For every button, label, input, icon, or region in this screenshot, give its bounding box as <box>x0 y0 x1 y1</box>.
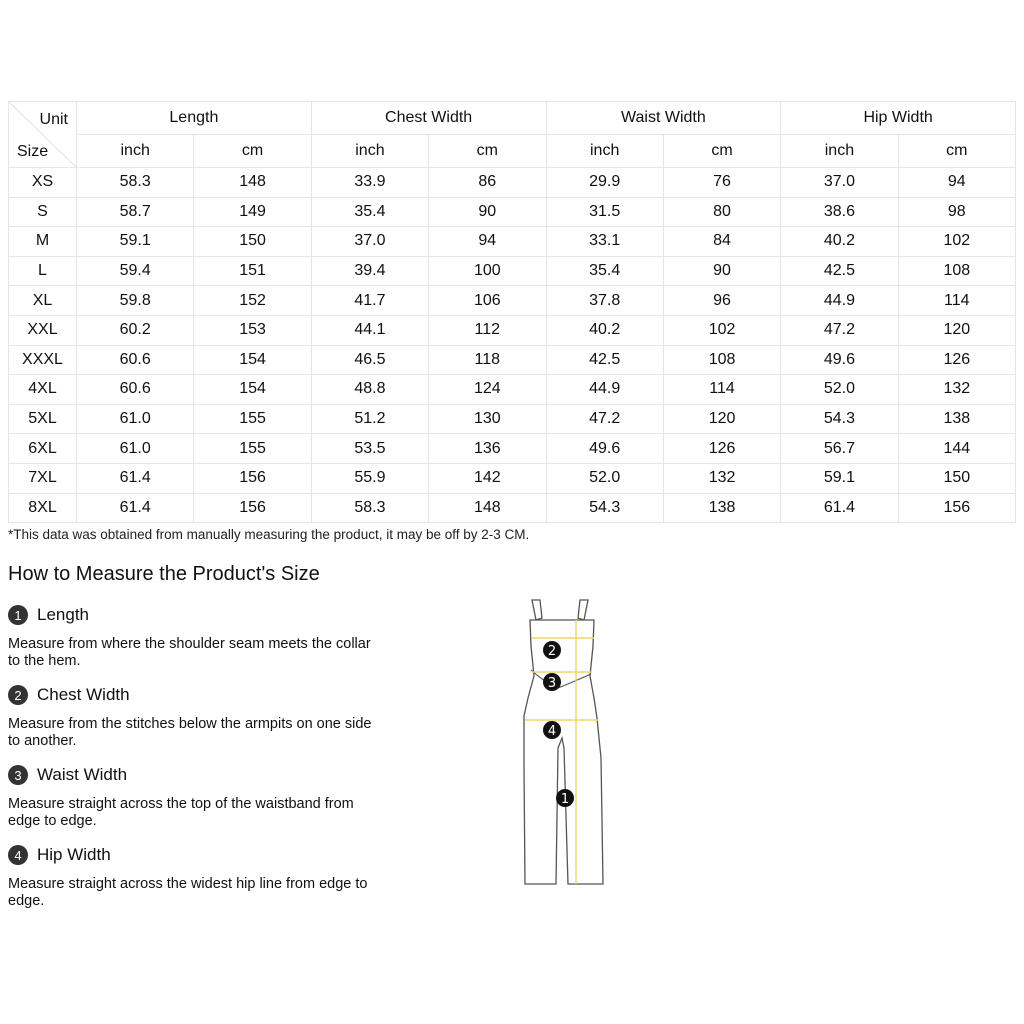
measurement-cell: 138 <box>898 404 1015 434</box>
table-body <box>9 168 1016 523</box>
measurement-cell: 52.0 <box>781 375 898 405</box>
unit-header-cm: cm <box>898 135 1015 168</box>
table-row <box>9 375 1016 405</box>
group-header-hip-width: Hip Width <box>781 102 1016 135</box>
group-header-row <box>9 102 1016 135</box>
measurement-cell: 59.8 <box>77 286 194 316</box>
size-cell: 6XL <box>9 434 77 464</box>
measurement-cell: 114 <box>663 375 780 405</box>
measurement-cell: 37.8 <box>546 286 663 316</box>
measure-label: Chest Width <box>37 685 130 704</box>
measurement-cell: 152 <box>194 286 311 316</box>
marker-1-icon <box>556 789 574 807</box>
measurement-cell: 148 <box>194 168 311 198</box>
marker-2-icon <box>543 641 561 659</box>
measure-description: Measure straight across the widest hip line from edge to edge. <box>8 876 368 909</box>
measurement-cell: 156 <box>194 463 311 493</box>
measure-heading <box>8 683 378 707</box>
measurement-cell: 60.6 <box>77 375 194 405</box>
measurement-cell: 153 <box>194 315 311 345</box>
measure-item-chest-width <box>8 683 378 750</box>
measure-heading <box>8 603 378 627</box>
measurement-cell: 90 <box>429 197 546 227</box>
measurement-cell: 35.4 <box>546 256 663 286</box>
measurement-cell: 35.4 <box>311 197 428 227</box>
number-4-icon: 4 <box>8 845 28 865</box>
measurement-cell: 58.3 <box>311 493 428 523</box>
unit-label: Unit <box>39 111 68 128</box>
marker-3-icon <box>543 673 561 691</box>
measurement-cell: 59.1 <box>781 463 898 493</box>
svg-text:2: 2 <box>547 644 557 659</box>
measurement-cell: 132 <box>663 463 780 493</box>
jumpsuit-diagram <box>518 598 608 888</box>
table-row <box>9 463 1016 493</box>
table-row <box>9 493 1016 523</box>
measurement-cell: 61.4 <box>77 493 194 523</box>
table-row <box>9 197 1016 227</box>
measurement-cell: 118 <box>429 345 546 375</box>
table-row <box>9 168 1016 198</box>
corner-header <box>9 102 77 168</box>
size-cell: 4XL <box>9 375 77 405</box>
measurement-cell: 130 <box>429 404 546 434</box>
measurement-cell: 47.2 <box>546 404 663 434</box>
measurement-cell: 40.2 <box>781 227 898 257</box>
measurement-cell: 100 <box>429 256 546 286</box>
group-header-length: Length <box>77 102 312 135</box>
measurement-cell: 142 <box>429 463 546 493</box>
measurement-cell: 148 <box>429 493 546 523</box>
measure-label: Hip Width <box>37 845 111 864</box>
measurement-cell: 61.4 <box>781 493 898 523</box>
measure-label: Length <box>37 605 89 624</box>
measurement-cell: 58.3 <box>77 168 194 198</box>
measurement-cell: 150 <box>898 463 1015 493</box>
measurement-cell: 124 <box>429 375 546 405</box>
measurement-cell: 114 <box>898 286 1015 316</box>
size-cell: XXL <box>9 315 77 345</box>
measurement-cell: 96 <box>663 286 780 316</box>
measurement-cell: 58.7 <box>77 197 194 227</box>
measurement-cell: 151 <box>194 256 311 286</box>
svg-text:3: 3 <box>547 676 557 691</box>
measurement-cell: 154 <box>194 375 311 405</box>
measurement-cell: 33.9 <box>311 168 428 198</box>
unit-header-cm: cm <box>194 135 311 168</box>
unit-header-row <box>9 135 1016 168</box>
measure-description: Measure from the stitches below the armpits on one side to another. <box>8 716 372 749</box>
measurement-cell: 41.7 <box>311 286 428 316</box>
measurement-cell: 132 <box>898 375 1015 405</box>
measurement-cell: 60.2 <box>77 315 194 345</box>
measurement-cell: 61.0 <box>77 434 194 464</box>
measurement-cell: 44.1 <box>311 315 428 345</box>
measurement-cell: 29.9 <box>546 168 663 198</box>
measurement-cell: 49.6 <box>546 434 663 464</box>
measurement-cell: 155 <box>194 434 311 464</box>
measurement-cell: 44.9 <box>546 375 663 405</box>
measurement-cell: 59.1 <box>77 227 194 257</box>
measurement-cell: 76 <box>663 168 780 198</box>
size-cell: XL <box>9 286 77 316</box>
unit-header-inch: inch <box>77 135 194 168</box>
measure-item-hip-width <box>8 843 378 910</box>
measurement-cell: 126 <box>898 345 1015 375</box>
measurement-cell: 47.2 <box>781 315 898 345</box>
measurement-cell: 80 <box>663 197 780 227</box>
measurement-cell: 42.5 <box>781 256 898 286</box>
size-cell: XS <box>9 168 77 198</box>
group-header-waist-width: Waist Width <box>546 102 781 135</box>
table-row <box>9 227 1016 257</box>
measurement-cell: 84 <box>663 227 780 257</box>
unit-header-inch: inch <box>546 135 663 168</box>
measurement-cell: 46.5 <box>311 345 428 375</box>
table-row <box>9 345 1016 375</box>
measurement-cell: 102 <box>898 227 1015 257</box>
measurement-cell: 106 <box>429 286 546 316</box>
unit-header-inch: inch <box>781 135 898 168</box>
measure-label: Waist Width <box>37 765 128 784</box>
measure-heading <box>8 843 378 867</box>
measurement-cell: 31.5 <box>546 197 663 227</box>
measurement-cell: 155 <box>194 404 311 434</box>
size-chart-table <box>8 101 1016 523</box>
number-2-icon: 2 <box>8 685 28 705</box>
measurement-cell: 44.9 <box>781 286 898 316</box>
measurement-cell: 94 <box>898 168 1015 198</box>
size-cell: 5XL <box>9 404 77 434</box>
left-strap-outline <box>532 600 542 620</box>
measurement-cell: 33.1 <box>546 227 663 257</box>
measurement-cell: 39.4 <box>311 256 428 286</box>
marker-4-icon <box>543 721 561 739</box>
measurement-cell: 156 <box>898 493 1015 523</box>
measure-item-length <box>8 603 378 670</box>
section-title: How to Measure the Product's Size <box>8 563 320 585</box>
measurement-cell: 126 <box>663 434 780 464</box>
measurement-cell: 90 <box>663 256 780 286</box>
measurement-cell: 60.6 <box>77 345 194 375</box>
number-1-icon: 1 <box>8 605 28 625</box>
table-row <box>9 315 1016 345</box>
measurement-cell: 40.2 <box>546 315 663 345</box>
measurement-cell: 59.4 <box>77 256 194 286</box>
measurement-cell: 37.0 <box>311 227 428 257</box>
measurement-cell: 37.0 <box>781 168 898 198</box>
table-row <box>9 256 1016 286</box>
size-cell: XXXL <box>9 345 77 375</box>
group-header-chest-width: Chest Width <box>311 102 546 135</box>
size-label: Size <box>17 143 49 160</box>
measurement-cell: 54.3 <box>781 404 898 434</box>
svg-text:1: 1 <box>560 792 570 807</box>
size-cell: L <box>9 256 77 286</box>
measure-item-waist-width <box>8 763 378 830</box>
measurement-cell: 102 <box>663 315 780 345</box>
size-cell: 8XL <box>9 493 77 523</box>
measure-heading <box>8 763 378 787</box>
right-strap-outline <box>578 600 588 620</box>
measurement-cell: 55.9 <box>311 463 428 493</box>
measurement-cell: 51.2 <box>311 404 428 434</box>
measurement-cell: 56.7 <box>781 434 898 464</box>
measurement-cell: 52.0 <box>546 463 663 493</box>
unit-header-inch: inch <box>311 135 428 168</box>
measurement-cell: 42.5 <box>546 345 663 375</box>
table-row <box>9 404 1016 434</box>
unit-header-cm: cm <box>663 135 780 168</box>
jumpsuit-outline <box>524 620 603 884</box>
measurement-cell: 61.0 <box>77 404 194 434</box>
measurement-cell: 156 <box>194 493 311 523</box>
measurement-cell: 54.3 <box>546 493 663 523</box>
measurement-cell: 150 <box>194 227 311 257</box>
number-3-icon: 3 <box>8 765 28 785</box>
measurement-cell: 38.6 <box>781 197 898 227</box>
measurement-note: *This data was obtained from manually measuring the product, it may be off by 2-3 CM. <box>8 527 530 542</box>
measurement-cell: 48.8 <box>311 375 428 405</box>
measurement-cell: 120 <box>898 315 1015 345</box>
measurement-cell: 138 <box>663 493 780 523</box>
svg-text:4: 4 <box>547 724 557 739</box>
table-row <box>9 434 1016 464</box>
size-cell: M <box>9 227 77 257</box>
measurement-cell: 86 <box>429 168 546 198</box>
measure-description: Measure from where the shoulder seam meets the collar to the hem. <box>8 636 371 669</box>
measurement-cell: 98 <box>898 197 1015 227</box>
measurement-cell: 136 <box>429 434 546 464</box>
table-row <box>9 286 1016 316</box>
size-cell: 7XL <box>9 463 77 493</box>
measurement-cell: 94 <box>429 227 546 257</box>
size-cell: S <box>9 197 77 227</box>
measurement-cell: 154 <box>194 345 311 375</box>
measurement-cell: 108 <box>898 256 1015 286</box>
measurement-cell: 149 <box>194 197 311 227</box>
unit-header-cm: cm <box>429 135 546 168</box>
measurement-cell: 61.4 <box>77 463 194 493</box>
measurement-cell: 108 <box>663 345 780 375</box>
measurement-cell: 49.6 <box>781 345 898 375</box>
measurement-cell: 112 <box>429 315 546 345</box>
measurement-cell: 144 <box>898 434 1015 464</box>
measurement-cell: 120 <box>663 404 780 434</box>
measurement-cell: 53.5 <box>311 434 428 464</box>
measure-description: Measure straight across the top of the waistband from edge to edge. <box>8 796 354 829</box>
